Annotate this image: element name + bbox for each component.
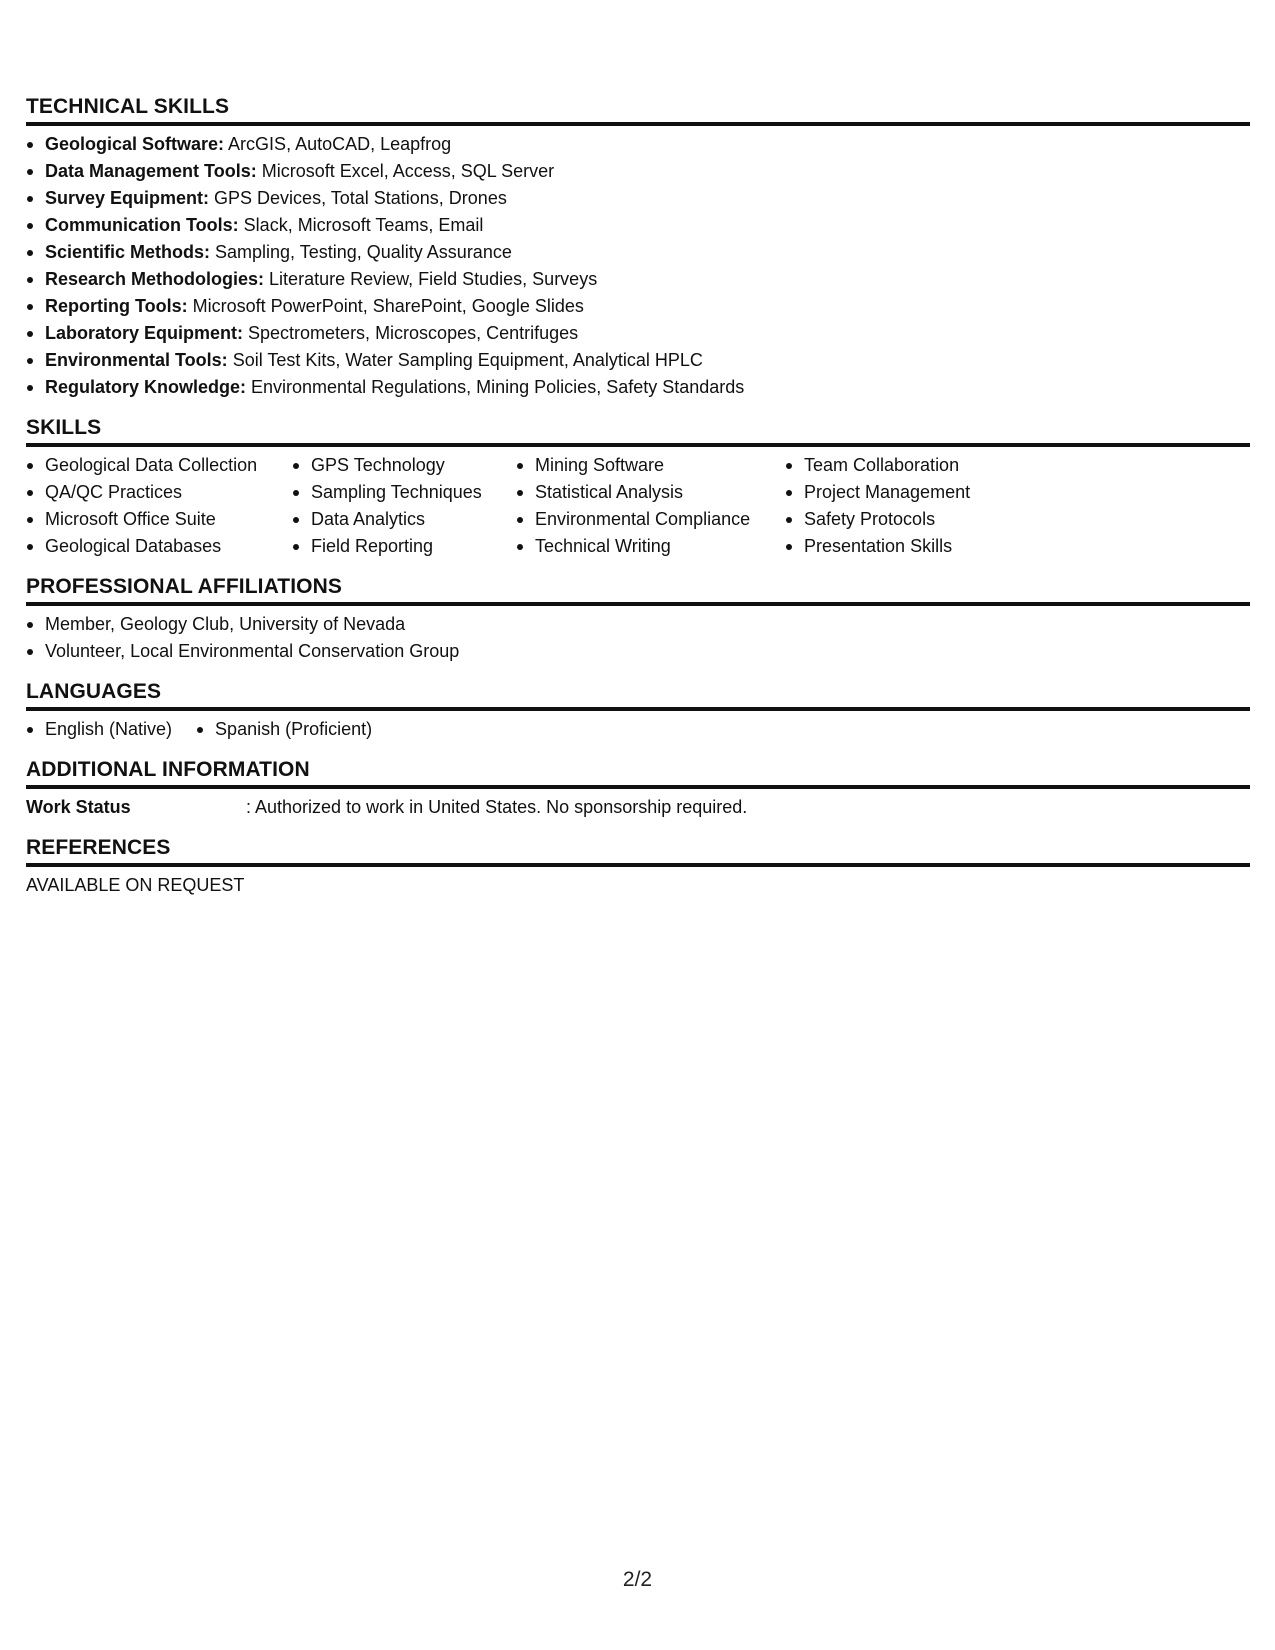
skill-label: Environmental Tools: [45, 350, 228, 370]
section-title-affiliations: PROFESSIONAL AFFILIATIONS [26, 574, 1250, 606]
section-title-references: REFERENCES [26, 835, 1250, 867]
skills-column-4 [785, 452, 1025, 560]
list-item: Technical Writing [516, 533, 785, 560]
skill-label: Data Management Tools: [45, 161, 257, 181]
skill-label: Laboratory Equipment: [45, 323, 244, 343]
skill-label: Communication Tools: [45, 215, 239, 235]
technical-skills-list [26, 131, 1250, 401]
skill-value: Environmental Regulations, Mining Policies, Safety Standards [246, 377, 745, 397]
references-section [26, 835, 1250, 899]
list-item [26, 239, 1250, 266]
list-item: English (Native) [26, 716, 172, 743]
skill-value: Sampling, Testing, Quality Assurance [210, 242, 512, 262]
skill-value: Soil Test Kits, Water Sampling Equipment, Analytical HPLC [227, 350, 703, 370]
section-title-additional-info: ADDITIONAL INFORMATION [26, 757, 1250, 789]
list-item: Sampling Techniques [292, 479, 516, 506]
skill-label: Regulatory Knowledge: [45, 377, 247, 397]
skills-section [26, 415, 1250, 560]
additional-info-section [26, 757, 1250, 821]
list-item: Geological Data Collection [26, 452, 292, 479]
list-item [26, 266, 1250, 293]
list-item [26, 158, 1250, 185]
list-item [26, 320, 1250, 347]
languages-list [26, 716, 1250, 743]
page-number: 2/2 [622, 1568, 653, 1591]
list-item: Mining Software [516, 452, 785, 479]
list-item: Geological Databases [26, 533, 292, 560]
skill-value: ArcGIS, AutoCAD, Leapfrog [224, 134, 452, 154]
section-title-languages: LANGUAGES [26, 679, 1250, 711]
list-item: Data Analytics [292, 506, 516, 533]
list-item [26, 374, 1250, 401]
work-status-label: Work Status [26, 797, 131, 817]
list-item: Member, Geology Club, University of Nevada [26, 611, 1250, 638]
skills-column-3 [516, 452, 785, 560]
section-title-skills: SKILLS [26, 415, 1250, 447]
affiliations-section [26, 574, 1250, 665]
references-text: AVAILABLE ON REQUEST [26, 875, 245, 895]
list-item: Presentation Skills [785, 533, 1025, 560]
resume-page [26, 94, 1250, 913]
languages-section [26, 679, 1250, 743]
list-item: Statistical Analysis [516, 479, 785, 506]
technical-skills-section [26, 94, 1250, 401]
affiliations-list [26, 611, 1250, 665]
skills-column-2 [292, 452, 516, 560]
skill-value: Literature Review, Field Studies, Surveys [264, 269, 598, 289]
list-item: GPS Technology [292, 452, 516, 479]
list-item: Environmental Compliance [516, 506, 785, 533]
list-item [26, 185, 1250, 212]
work-status-value: : Authorized to work in United States. No sponsorship required. [246, 797, 748, 817]
list-item: Project Management [785, 479, 1025, 506]
skill-label: Scientific Methods: [45, 242, 211, 262]
list-item: Volunteer, Local Environmental Conservation Group [26, 638, 1250, 665]
list-item [26, 293, 1250, 320]
list-item [26, 131, 1250, 158]
list-item [26, 212, 1250, 239]
skill-label: Reporting Tools: [45, 296, 188, 316]
list-item: Safety Protocols [785, 506, 1025, 533]
skill-label: Survey Equipment: [45, 188, 210, 208]
list-item: Spanish (Proficient) [196, 716, 372, 743]
skill-value: Slack, Microsoft Teams, Email [238, 215, 484, 235]
skill-value: Microsoft PowerPoint, SharePoint, Google Slides [187, 296, 584, 316]
section-title-technical-skills: TECHNICAL SKILLS [26, 94, 1250, 126]
skills-grid [26, 452, 1250, 560]
list-item [26, 347, 1250, 374]
skills-column-1 [26, 452, 292, 560]
skill-value: GPS Devices, Total Stations, Drones [209, 188, 507, 208]
skill-label: Research Methodologies: [45, 269, 265, 289]
list-item: Microsoft Office Suite [26, 506, 292, 533]
skill-value: Spectrometers, Microscopes, Centrifuges [243, 323, 579, 343]
skill-value: Microsoft Excel, Access, SQL Server [256, 161, 555, 181]
work-status-row [26, 794, 1250, 821]
list-item: QA/QC Practices [26, 479, 292, 506]
list-item: Field Reporting [292, 533, 516, 560]
skill-label: Geological Software: [45, 134, 225, 154]
list-item: Team Collaboration [785, 452, 1025, 479]
